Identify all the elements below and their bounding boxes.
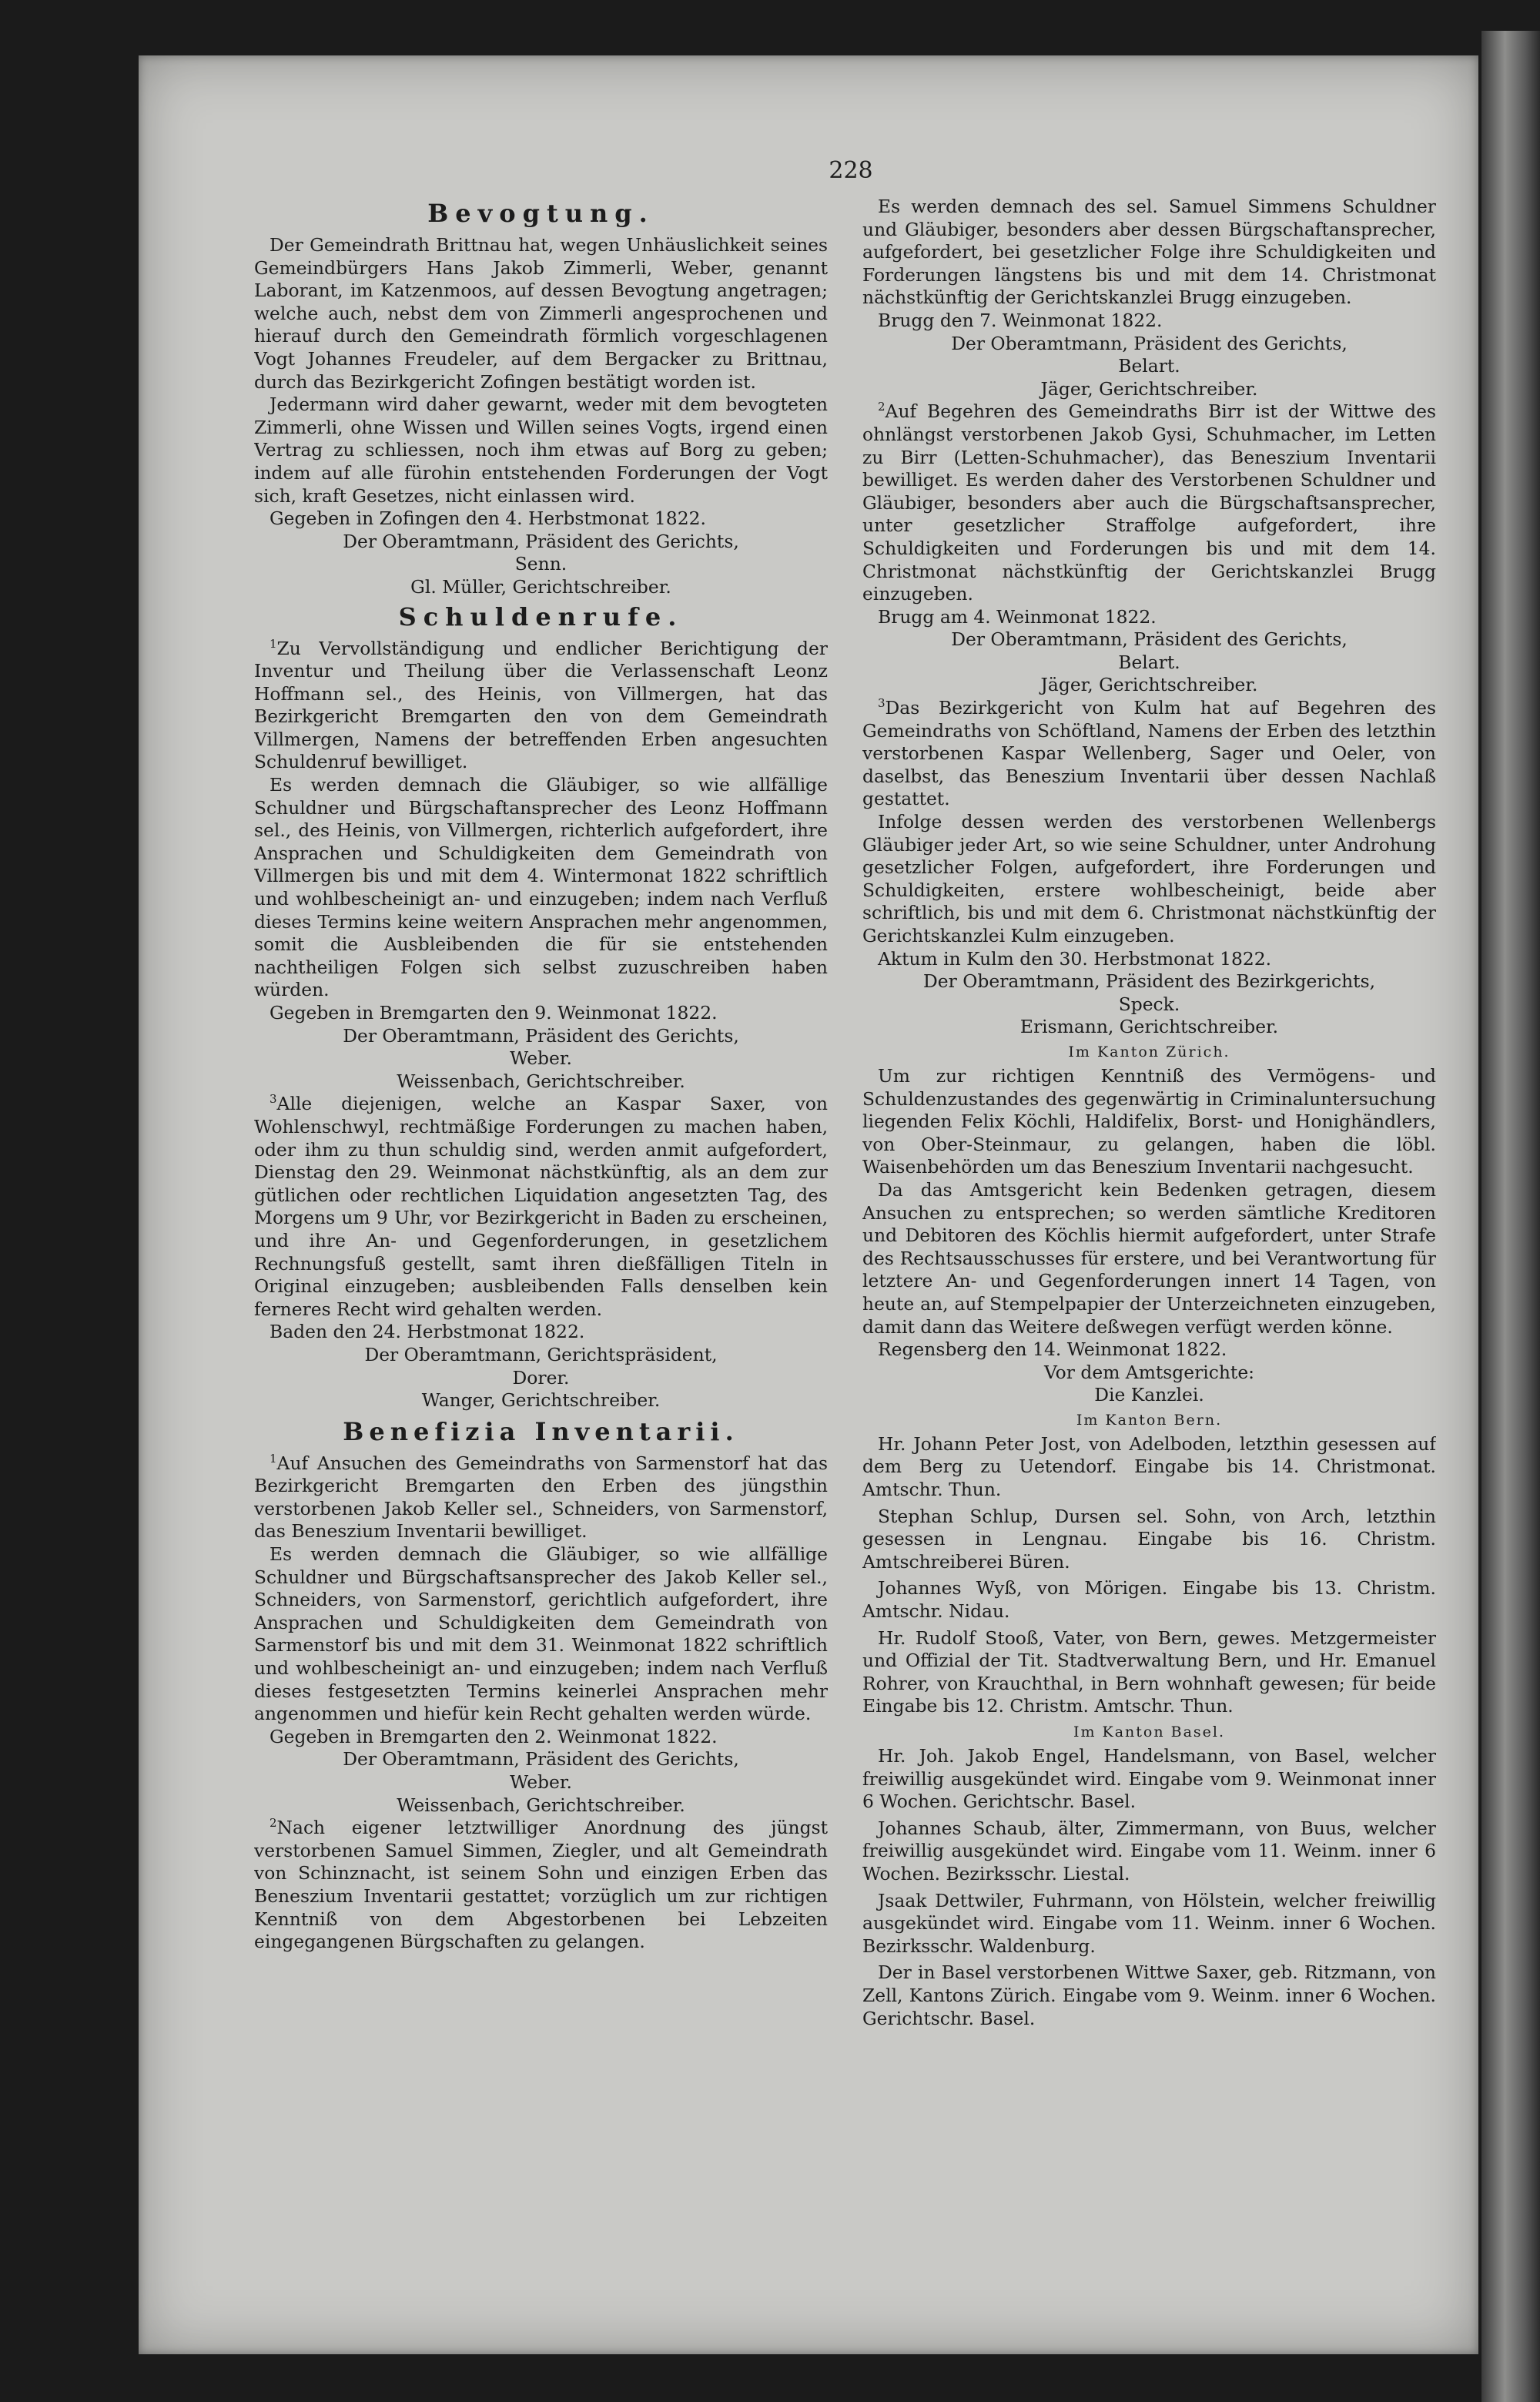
- canton-heading-zuerich: Im Kanton Zürich.: [1068, 1043, 1230, 1060]
- notice-date: Brugg am 4. Weinmonat 1822.: [878, 605, 1157, 628]
- notice-text: Nach eigener letztwilliger Anordnung des jüngst verstorbenen Samuel Simmen, Ziegler, und alt Gemeindrath von Schinznacht, ist seinem Sohn und einzigen Erben das Beneszium Inventarii gestattet; vorzüglich um zur richtigen Kenntniß von dem Abgestorbenen bei Lebzeiten eingegangenen Bürgschaften zu gelangen.: [254, 1817, 828, 1953]
- signature-line: Senn.: [514, 553, 567, 575]
- notice-number: 1: [270, 636, 277, 651]
- notice-date: Aktum in Kulm den 30. Herbstmonat 1822.: [878, 947, 1272, 970]
- notice-date: Gegeben in Zofingen den 4. Herbstmonat 1822.: [270, 508, 706, 530]
- signature-line: Der Oberamtmann, Präsident des Bezirkgerichts,: [922, 970, 1376, 993]
- canton-heading-basel: Im Kanton Basel.: [1073, 1724, 1226, 1740]
- notice-date: Baden den 24. Herbstmonat 1822.: [270, 1321, 585, 1343]
- notice-paragraph: [254, 1093, 828, 1321]
- signature-line: Weber.: [510, 1771, 572, 1793]
- notice-paragraph: [254, 638, 828, 775]
- notice-text: Auf Ansuchen des Gemeindraths von Sarmenstorf hat das Bezirkgericht Bremgarten den Erben des jüngsthin verstorbenen Jakob Keller sel., Schneiders, von Sarmenstorf, das Beneszium Inventarii bewilliget.: [254, 1452, 828, 1543]
- notice-paragraph: Um zur richtigen Kenntniß des Vermögens- und Schuldenzustandes des gegenwärtig in Criminaluntersuchung liegenden Felix Köchli, Haldifelix, Borst- und Honighändlers, von Ober-Steinmaur, zu gelangen, haben die löbl. Waisenbehörden um das Beneszium Inventarii nachgesucht.: [862, 1064, 1436, 1178]
- notice-number: 1: [270, 1451, 277, 1466]
- page-number: 228: [829, 157, 873, 184]
- list-entry: Der in Basel verstorbenen Wittwe Saxer, geb. Ritzmann, von Zell, Kantons Zürich. Eingabe vom 9. Weinm. inner 6 Wochen. Gerichtschr. Basel.: [862, 1961, 1436, 2029]
- notice-number: 2: [270, 1816, 277, 1831]
- section-heading-bevogtung: Bevogtung.: [427, 199, 654, 228]
- list-entry: Hr. Rudolf Stooß, Vater, von Bern, gewes. Metzgermeister und Offizial der Tit. Stadtverwaltung Bern, und Hr. Emanuel Rohrer, von Krauchthal, in Bern wohnhaft gewesen; für beide Eingabe bis 12. Christm. Amtschr. Thun.: [862, 1626, 1436, 1717]
- notice-date: Gegeben in Bremgarten den 2. Weinmonat 1822.: [270, 1725, 718, 1747]
- notice-paragraph: Infolge dessen werden des verstorbenen Wellenbergs Gläubiger jeder Art, so wie seine Schuldner, unter Androhung gesetzlicher Folgen, aufgefordert, ihre Forderungen und Schuldigkeiten, erstere wohlbescheinigt, beide aber schriftlich, bis und mit dem 6. Christmonat nächstkünftig der Gerichtskanzlei Kulm einzugeben.: [862, 811, 1436, 946]
- notice-paragraph: Da das Amtsgericht kein Bedenken getragen, diesem Ansuchen zu entsprechen; so werden sämtliche Kreditoren und Debitoren des Köchlis hiermit aufgefordert, unter Strafe des Rechtsausschusses für erstere, und bei Verantwortung für letztere An- und Gegenforderungen innert 14 Tagen, von heute an, auf Stempelpapier der Unterzeichneten einzugeben, damit dann das Weitere deßwegen verfügt werden könne.: [862, 1178, 1436, 1338]
- notice-number: 3: [270, 1092, 277, 1107]
- notice-text: Das Bezirkgericht von Kulm hat auf Begehren des Gemeindraths von Schöftland, Namens der Erben des letzthin verstorbenen Kaspar Wellenberg, Sager und Oeler, von daselbst, das Beneszium Inventarii über dessen Nachlaß gestattet.: [862, 697, 1436, 810]
- signature-line: Jäger, Gerichtschreiber.: [1040, 377, 1258, 400]
- signature-line: Belart.: [1118, 651, 1180, 673]
- list-entry: Hr. Johann Peter Jost, von Adelboden, letzthin gesessen auf dem Berg zu Uetendorf. Eingabe bis 14. Christmonat. Amtschr. Thun.: [862, 1432, 1436, 1501]
- list-entry: Stephan Schlup, Dursen sel. Sohn, von Arch, letzthin gesessen in Lengnau. Eingabe bis 16. Christm. Amtschreiberei Büren.: [862, 1505, 1436, 1573]
- list-entry: Hr. Joh. Jakob Engel, Handelsmann, von Basel, welcher freiwillig ausgekündet wird. Eingabe vom 9. Weinmonat inner 6 Wochen. Gerichtschr. Basel.: [862, 1745, 1436, 1813]
- notice-date: Gegeben in Bremgarten den 9. Weinmonat 1822.: [270, 1002, 718, 1023]
- section-heading-benefizia: Benefizia Inventarii.: [343, 1416, 739, 1446]
- notice-paragraph: Es werden demnach die Gläubiger, so wie allfällige Schuldner und Bürgschaftansprecher des Leonz Hoffmann sel., des Heinis, von Villmergen, richterlich aufgefordert, ihre Ansprachen und Schuldigkeiten dem Gemeindrath von Villmergen bis und mit dem 4. Wintermonat 1822 schriftlich und wohlbescheinigt an- und einzugeben; indem nach Verfluß dieses Termins keine weitern Ansprachen mehr angenommen, somit die Ausbleibenden die für sie entstehenden nachtheiligen Folgen sich selbst zuzuschreiben haben würden.: [254, 774, 828, 1001]
- notice-paragraph: [862, 697, 1436, 811]
- canton-heading-bern: Im Kanton Bern.: [1076, 1411, 1223, 1429]
- signature-line: Weber.: [510, 1047, 572, 1070]
- notice-paragraph: Jedermann wird daher gewarnt, weder mit dem bevogteten Zimmerli, ohne Wissen und Willen seines Vogts, irgend einen Vertrag zu schliessen, noch ihm etwas auf Borg zu geben; indem auf alle fürohin entstehenden Forderungen der Vogt sich, kraft Gesetzes, nicht einlassen wird.: [254, 394, 828, 507]
- list-entry: Johannes Schaub, älter, Zimmermann, von Buus, welcher freiwillig ausgekündet wird. Eingabe vom 11. Weinm. inner 6 Wochen. Bezirksschr. Liestal.: [862, 1817, 1436, 1884]
- signature-line: Vor dem Amtsgerichte:: [1043, 1361, 1255, 1383]
- right-column: [862, 196, 1436, 2344]
- notice-date: Brugg den 7. Weinmonat 1822.: [878, 309, 1163, 331]
- section-heading-schuldenrufe: Schuldenrufe.: [398, 601, 684, 631]
- signature-line: Die Kanzlei.: [1094, 1384, 1204, 1406]
- signature-line: Der Oberamtmann, Präsident des Gerichts,: [343, 1024, 739, 1047]
- notice-paragraph: Es werden demnach des sel. Samuel Simmens Schuldner und Gläubiger, besonders aber dessen Bürgschaftansprecher, aufgefordert, bei gesetzlicher Folge ihre Schuldigkeiten und Forderungen längstens bis und mit dem 14. Christmonat nächstkünftig der Gerichtskanzlei Brugg einzugeben.: [862, 196, 1436, 309]
- signature-line: Gl. Müller, Gerichtschreiber.: [410, 575, 671, 598]
- notice-number: 3: [878, 696, 886, 711]
- signature-line: Der Oberamtmann, Präsident des Gerichts,: [951, 628, 1348, 651]
- notice-text: Zu Vervollständigung und endlicher Berichtigung der Inventur und Theilung über die Verlassenschaft Leonz Hoffmann sel., des Heinis, von Villmergen, hat das Bezirkgericht Bremgarten den von dem Gemeindrath Villmergen, Namens der betreffenden Erben angesuchten Schuldenruf bewilliget.: [254, 637, 828, 773]
- signature-line: Der Oberamtmann, Präsident des Gerichts,: [951, 332, 1348, 354]
- signature-line: Erismann, Gerichtschreiber.: [1019, 1016, 1279, 1038]
- notice-paragraph: [254, 1817, 828, 1954]
- signature-line: Weissenbach, Gerichtschreiber.: [397, 1070, 685, 1092]
- notice-text: Auf Begehren des Gemeindraths Birr ist der Wittwe des ohnlängst verstorbenen Jakob Gysi, Schuhmacher, im Letten zu Birr (Letten-Schuhmacher), das Beneszium Inventarii bewilliget. Es werden daher des Verstorbenen Schuldner und Gläubiger, besonders aber auch die Bürgschaftsansprecher, unter gesetzlicher Straffolge aufgefordert, ihre Schuldigkeiten und Forderungen bis und mit dem 14. Christmonat nächstkünftig der Gerichtskanzlei Brugg einzugeben.: [862, 400, 1436, 605]
- notice-paragraph: Es werden demnach die Gläubiger, so wie allfällige Schuldner und Bürgschaftsansprecher des Jakob Keller sel., Schneiders, von Sarmenstorf, gerichtlich aufgefordert, ihre Ansprachen und Schuldigkeiten dem Gemeindrath von Sarmenstorf bis und mit dem 31. Weinmonat 1822 schriftlich und wohlbescheinigt an- und einzugeben; indem nach Verfluß dieses festgesetzten Termins keinerlei Ansprachen mehr angenommen und hiefür kein Recht gehalten werden würde.: [254, 1543, 828, 1725]
- signature-line: Speck.: [1118, 993, 1180, 1015]
- signature-line: Jäger, Gerichtschreiber.: [1040, 674, 1258, 696]
- notice-number: 2: [878, 400, 886, 414]
- signature-line: Der Oberamtmann, Präsident des Gerichts,: [343, 530, 739, 552]
- signature-line: Belart.: [1118, 355, 1180, 377]
- notice-date: Regensberg den 14. Weinmonat 1822.: [878, 1338, 1227, 1361]
- notice-paragraph: Der Gemeindrath Brittnau hat, wegen Unhäuslichkeit seines Gemeindbürgers Hans Jakob Zimmerli, Weber, genannt Laborant, im Katzenmoos, auf dessen Bevogtung angetragen; welche auch, nebst dem von Zimmerli angesprochenen und hierauf durch den Gemeindrath förmlich vorgeschlagenen Vogt Johannes Freudeler, auf dem Bergacker zu Brittnau, durch das Bezirkgericht Zofingen bestätigt worden ist.: [254, 234, 828, 393]
- next-page-edge: [1481, 31, 1540, 2402]
- notice-paragraph: [862, 400, 1436, 605]
- signature-line: Der Oberamtmann, Präsident des Gerichts,: [343, 1748, 739, 1771]
- signature-line: Weissenbach, Gerichtschreiber.: [397, 1794, 685, 1816]
- list-entry: Johannes Wyß, von Mörigen. Eingabe bis 13. Christm. Amtschr. Nidau.: [862, 1577, 1436, 1623]
- signature-line: Dorer.: [512, 1366, 570, 1389]
- notice-text: Alle diejenigen, welche an Kaspar Saxer, von Wohlenschwyl, rechtmäßige Forderungen zu machen haben, oder ihm zu thun schuldig sind, werden anmit aufgefordert, Dienstag den 29. Weinmonat nächstkünftig, als an dem zur gütlichen oder rechtlichen Liquidation angesetzten Tag, des Morgens um 9 Uhr, vor Bezirkgericht in Baden zu erscheinen, und ihre An- und Gegenforderungen, in gesetzlichem Rechnungsfuß gestellt, samt ihren dießfälligen Titeln in Original einzugeben; ausbleibenden Falls denselben kein ferneres Recht wird gehalten werden.: [254, 1093, 828, 1320]
- signature-line: Wanger, Gerichtschreiber.: [421, 1389, 661, 1412]
- signature-line: Der Oberamtmann, Gerichtspräsident,: [364, 1343, 718, 1365]
- left-column: [254, 196, 828, 2344]
- notice-paragraph: [254, 1452, 828, 1543]
- list-entry: Jsaak Dettwiler, Fuhrmann, von Hölstein, welcher freiwillig ausgekündet wird. Eingabe vom 11. Weinm. inner 6 Wochen. Bezirksschr. Waldenburg.: [862, 1889, 1436, 1957]
